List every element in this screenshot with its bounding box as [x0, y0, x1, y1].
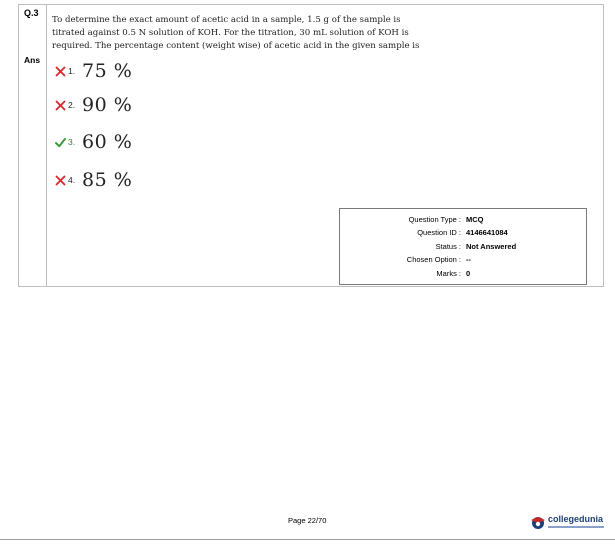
- check-icon: [55, 137, 66, 148]
- option-3: [55, 129, 132, 155]
- option-1: [55, 58, 132, 84]
- cross-icon: [55, 66, 66, 77]
- info-label: Question Type :: [408, 215, 461, 224]
- logo-tagline: [548, 526, 604, 528]
- option-number: 4.: [68, 175, 76, 185]
- info-label: Marks :: [436, 269, 461, 278]
- info-chosen-option: [340, 253, 586, 266]
- info-marks: [340, 267, 586, 280]
- option-text: 75 %: [82, 60, 133, 82]
- bottom-rule: [0, 539, 615, 540]
- cross-icon: [55, 175, 66, 186]
- graduation-cap-icon: [530, 514, 546, 530]
- option-text: 60 %: [82, 131, 133, 153]
- collegedunia-logo: [530, 514, 610, 542]
- info-status: [340, 240, 586, 253]
- question-text: To determine the exact amount of acetic acid in a sample, 1.5 g of the sample is titrated against 0.5 N solution of KOH. For the titration, 30 mL solution of KOH is required. The percentage content (weight wise) of acetic acid in the given sample is: [52, 15, 420, 51]
- page-number: Page 22/70: [288, 516, 327, 525]
- option-text: 90 %: [82, 94, 133, 116]
- info-label: Question ID :: [417, 228, 461, 237]
- answer-label: Ans: [24, 55, 41, 65]
- info-question-id: [340, 226, 586, 239]
- logo-text: collegedunia: [548, 514, 604, 524]
- option-number: 2.: [68, 100, 76, 110]
- question-number: Q.3: [24, 8, 39, 18]
- panel-divider: [46, 4, 47, 287]
- info-question-type: [340, 213, 586, 226]
- info-value: 0: [466, 269, 471, 278]
- option-2: [55, 92, 132, 118]
- option-number: 1.: [68, 66, 76, 76]
- info-value: --: [466, 255, 471, 264]
- info-value: 4146641084: [466, 228, 508, 237]
- option-4: [55, 167, 132, 193]
- cross-icon: [55, 100, 66, 111]
- info-value: Not Answered: [466, 242, 517, 251]
- question-info-box: [339, 208, 587, 285]
- option-number: 3.: [68, 137, 76, 147]
- info-label: Status :: [435, 242, 461, 251]
- option-text: 85 %: [82, 169, 133, 191]
- info-label: Chosen Option :: [406, 255, 461, 264]
- info-value: MCQ: [466, 215, 484, 224]
